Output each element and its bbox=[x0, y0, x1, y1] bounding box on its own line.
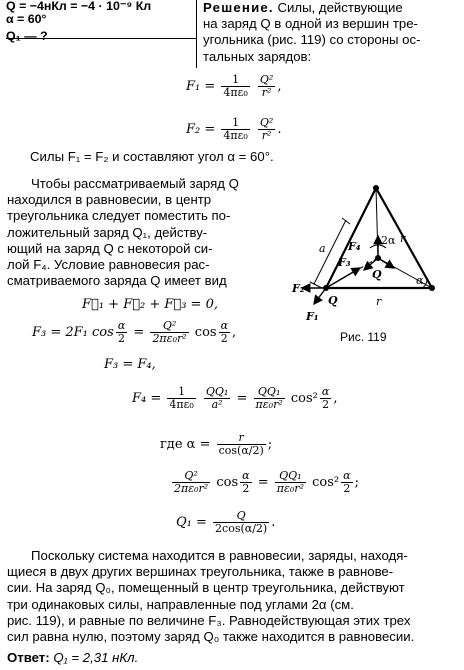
given-charge: Q = −4нКл = −4 · 10⁻⁹ Кл bbox=[6, 0, 152, 13]
denominator: 2 bbox=[118, 332, 126, 345]
label-q-left: Q bbox=[328, 294, 338, 307]
fraction bbox=[258, 117, 275, 142]
given-unknown: Q₁ — ? bbox=[6, 29, 48, 43]
formula-f4 bbox=[132, 386, 337, 411]
formula-lhs: F₁ = bbox=[186, 79, 216, 94]
given-angle: α = 60° bbox=[6, 12, 47, 26]
center-charge-paragraph bbox=[7, 548, 462, 645]
paragraph-line: треугольника следует поместить по- bbox=[7, 208, 231, 224]
denominator: 2πε₀r² bbox=[174, 482, 209, 495]
fraction bbox=[217, 432, 266, 457]
denominator: πε₀r² bbox=[276, 482, 304, 495]
formula-alpha-definition bbox=[160, 432, 272, 457]
label-f1: F₁ bbox=[306, 310, 319, 323]
numerator: α bbox=[343, 469, 351, 482]
intro-line: угольника (рис. 119) со стороны ос- bbox=[203, 32, 421, 48]
label-2alpha: 2α bbox=[381, 234, 396, 247]
equals-sign: = bbox=[133, 325, 145, 340]
fraction bbox=[221, 117, 249, 142]
dimension-tick bbox=[342, 218, 350, 224]
formula-lhs: F₄ = bbox=[132, 391, 162, 406]
intro-line: Силы, действующие bbox=[277, 0, 403, 15]
dimension-tick bbox=[310, 282, 322, 288]
label-r-side: r bbox=[400, 232, 406, 245]
punct: , bbox=[232, 325, 237, 340]
paragraph-line: сматриваемого заряда Q имеет вид bbox=[7, 273, 227, 289]
label-f2: F₂ bbox=[292, 282, 305, 295]
formula-f3 bbox=[32, 320, 236, 345]
numerator: Q bbox=[213, 510, 269, 523]
cos-label: cos² bbox=[290, 391, 318, 406]
paragraph-line: сил равна нулю, поэтому заряд Q₀ также находится в равновесии. bbox=[7, 629, 415, 645]
paragraph-line: ющий на заряд Q с некоторой си- bbox=[7, 240, 213, 256]
label-alpha: α bbox=[416, 274, 424, 287]
given-divider bbox=[6, 38, 196, 39]
vector-sum-equation: F⃗₁ + F⃗₂ + F⃗₃ = 0, bbox=[82, 297, 218, 312]
fraction bbox=[341, 470, 352, 495]
formula-lhs: F₃ = 2F₁ cos bbox=[32, 325, 114, 340]
cos-label: cos bbox=[216, 475, 239, 490]
intro-line: на заряд Q в одной из вершин тре- bbox=[203, 16, 418, 32]
fraction bbox=[167, 386, 195, 411]
numerator: Q² bbox=[259, 116, 274, 129]
denominator: 2 bbox=[322, 398, 330, 411]
label-q-center: Q bbox=[372, 268, 382, 281]
paragraph-line: три одинаковых силы, направленные под углами 2α (см. bbox=[7, 596, 354, 612]
paragraph-line: находился в равновесии, в центр bbox=[7, 192, 212, 208]
equal-forces-line: Силы F₁ = F₂ и составляют угол α = 60°. bbox=[30, 149, 274, 164]
denominator: 2 bbox=[242, 482, 250, 495]
punct: , bbox=[277, 79, 282, 94]
numerator: QQ₁ bbox=[205, 385, 229, 398]
fraction bbox=[258, 74, 275, 99]
cos-label: cos² bbox=[312, 475, 340, 490]
numerator: QQ₁ bbox=[275, 470, 306, 483]
equals-sign: = bbox=[257, 475, 269, 490]
solution-heading: Решение. bbox=[203, 0, 274, 15]
denominator: r² bbox=[261, 129, 272, 142]
cos-label: cos bbox=[194, 325, 217, 340]
punct: . bbox=[277, 122, 282, 137]
paragraph-line: ложительный заряд Q₁, действу- bbox=[7, 224, 208, 240]
fraction bbox=[213, 510, 269, 535]
denominator: cos(α/2) bbox=[218, 444, 264, 457]
numerator: QQ₁ bbox=[254, 386, 285, 399]
denominator: 2 bbox=[343, 482, 351, 495]
denominator: πε₀r² bbox=[255, 398, 283, 411]
label-a: a bbox=[319, 242, 326, 255]
charge-dot bbox=[373, 185, 379, 191]
label-f4: F₄ bbox=[348, 240, 361, 253]
numerator: α bbox=[242, 469, 250, 482]
label-f3: F₃ bbox=[338, 256, 351, 269]
numerator: α bbox=[117, 319, 126, 332]
charge-dot bbox=[375, 255, 381, 261]
fraction bbox=[240, 470, 251, 495]
denominator: a² bbox=[211, 398, 223, 411]
charge-dot bbox=[429, 285, 435, 291]
punct: ; bbox=[267, 437, 273, 452]
intro-line: тальных зарядов: bbox=[203, 48, 312, 64]
paragraph-line: щиеся в двух других вершинах треугольника, также в равнове- bbox=[7, 564, 394, 580]
numerator: 1 bbox=[221, 74, 249, 87]
triangle-figure bbox=[286, 180, 464, 350]
fraction bbox=[275, 470, 306, 495]
answer-line bbox=[7, 650, 138, 666]
paragraph-line: рис. 119), и равные по величине F₃. Равнодействующая этих трех bbox=[7, 612, 411, 628]
numerator: r bbox=[217, 432, 266, 445]
denominator: 4πε₀ bbox=[223, 86, 248, 99]
paragraph-line: сии. На заряд Q₀, помещенный в центр треугольника, действуют bbox=[7, 580, 405, 596]
numerator: α bbox=[321, 385, 330, 398]
paragraph-line: Чтобы рассматриваемый заряд Q bbox=[31, 176, 239, 191]
paragraph-line: Поскольку система находится в равновесии, заряды, находя- bbox=[31, 548, 408, 563]
punct: ; bbox=[354, 475, 359, 490]
numerator: 1 bbox=[221, 117, 249, 130]
formula-lhs: F₂ = bbox=[186, 122, 216, 137]
answer-label: Ответ: bbox=[7, 650, 50, 665]
equals-sign: = bbox=[236, 391, 248, 406]
formula-f2 bbox=[186, 117, 281, 142]
punct: , bbox=[333, 391, 338, 406]
denominator: 2πε₀r² bbox=[152, 332, 187, 345]
punct: . bbox=[271, 515, 276, 530]
f3-equals-f4: F₃ = F₄, bbox=[104, 357, 156, 372]
charge-dot bbox=[323, 285, 329, 291]
denominator: r² bbox=[261, 86, 272, 99]
figure-caption: Рис. 119 bbox=[340, 330, 387, 344]
fraction bbox=[116, 320, 127, 345]
denominator: 4πε₀ bbox=[169, 398, 194, 411]
formula-q1 bbox=[176, 510, 275, 535]
answer-value: Q₁ = 2,31 нКл. bbox=[53, 650, 139, 665]
denominator: 4πε₀ bbox=[223, 129, 248, 142]
fraction bbox=[204, 386, 230, 411]
fraction bbox=[150, 320, 188, 345]
formula-lhs: где α = bbox=[160, 437, 211, 452]
paragraph-line: лой F₄. Условие равновесия рас- bbox=[7, 257, 210, 273]
formula-equality bbox=[170, 470, 359, 495]
fraction bbox=[221, 74, 249, 99]
numerator: Q² bbox=[150, 320, 188, 333]
intro-paragraph bbox=[203, 0, 461, 65]
equilibrium-paragraph bbox=[7, 176, 269, 289]
given-block bbox=[6, 0, 196, 43]
numerator: Q² bbox=[259, 73, 274, 86]
formula-f1 bbox=[186, 74, 281, 99]
denominator: 2cos(α/2) bbox=[215, 522, 268, 535]
given-vertical-divider bbox=[196, 0, 197, 68]
fraction bbox=[172, 470, 210, 495]
numerator: 1 bbox=[167, 386, 195, 399]
fraction bbox=[320, 386, 331, 411]
formula-lhs: Q₁ = bbox=[176, 515, 207, 530]
label-r-bottom: r bbox=[376, 295, 382, 308]
denominator: 2 bbox=[220, 332, 228, 345]
numerator: Q² bbox=[172, 470, 210, 483]
numerator: α bbox=[220, 319, 229, 332]
fraction bbox=[219, 320, 230, 345]
fraction bbox=[254, 386, 285, 411]
